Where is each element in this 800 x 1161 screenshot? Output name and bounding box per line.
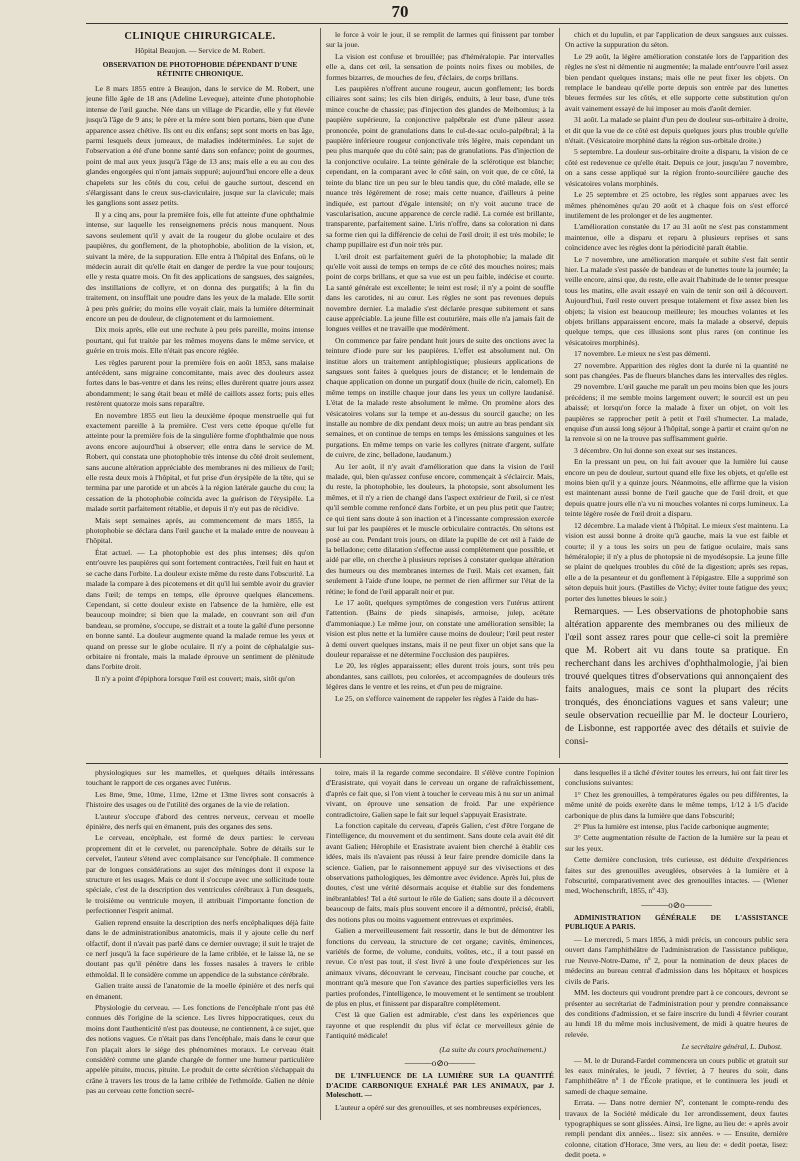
top-column-3 [565,30,788,760]
top-rule [86,23,788,24]
article-heading: DE L'INFLUENCE DE LA LUMIÈRE SUR LA QUANTITÉ D'ACIDE CARBONIQUE EXHALÉ PAR LES ANIMAUX, par J. Moleschott. — [326,1070,554,1100]
paragraph: On commence par faire pendant huit jours de suite des onctions avec la teinture d'iode pure sur les paupières. L'effet est absolument nul. On institue alors un traitement antiphlogistique; plusieurs applications de sangsues sont faites à quelques jours de distance; et le lendemain de chaque application on donne un purgatif doux (huile de ricin, calomel). En même temps on instille chaque jour dans les yeux un collyre laudanisé. L'état de la malade reste absolument le même. On promène alors des vésicatoires volans sur la tempe et au-dessus du sourcil gauche; on les installe au nombre de dix pendant deux mois; un autre au bras pendant six semaines, et on continue de temps en temps les émissions sanguines et les purgations. En même temps on varie les collyres (nitrate d'argent, sulfate de cuivre, de zinc, belladone, laudanum.) [326,335,554,460]
paragraph: Les règles parurent pour la première fois en août 1853, sans malaise antécédent, sans migraine concomitante, mais avec des douleurs assez fortes dans le bas-ventre et dans les reins; elles durèrent quatre jours assez abondamment; le sang était beau et mêlé de caillots assez forts; puis elles restèrent quatorze mois sans reparaître. [86,357,314,409]
signature: Le secrétaire général, L. Dubost. [681,1042,782,1052]
paragraph: 29 novembre. L'œil gauche me paraît un peu moins bien que les jours précédens; il me semble moins largement ouvert; le sourcil est un peu abaissé; et lorsqu'on force la malade à fixer un objet, on voit les paupières se rapprocher petit à petit et l'œil s'humecter. La malade, enquise d'un aussi long séjour à l'hôpital, songe à partir et craint qu'on ne la renvoie si on ne la trouve pas suffisamment guérie. [565,382,788,444]
paragraph: 17 novembre. Le mieux ne s'est pas démenti. [574,349,711,359]
paragraph: physiologiques sur les mamelles, et quelques détails intéressans touchant le rapport de ces organes avec l'utérus. [86,768,314,788]
ornament-separator: ———o⊘o——— [404,1057,476,1068]
paragraph: Les paupières n'offrent aucune rougeur, aucun gonflement; les bords ciliaires sont sains; les cils bien dirigés, enduits, à leur base, d'une très mince couche de chassie; pas d'injection des glandes de Meibomius; à la paupière supérieure, la conjonctive palpébrale est d'une pâleur assez prononcée, point de granulations dans le cul-de-sac oculo-palpébral; à la paupière inférieure rougeur conjonctivale très légère, mais cependant un peu plus marquée que du côté sain; pas de granulations. Pas d'injection de la conjonctive oculaire. La teinte générale de la sclérotique est blanche; cependant, en la comparant avec le côté sain, on voit que, de ce côté, la teinte du blanc tire un peu sur le bleu tandis que, du côté malade, elle se nuance très légèrement de rose; mais cette nuance, d'ailleurs à peine indiquée, est partout d'égale intensité; on n'y voit aucune trace de vascularisation, aucune apparence de cercle radié. La cornée est brillante, transparente, parfaitement saine. L'iris n'offre, dans sa coloration ni dans sa forme rien qui la différencie de celui de l'œil droit; il est très mobile; le champ pupillaire est d'un noir très pur. [326,84,554,250]
observation-title: OBSERVATION DE PHOTOPHOBIE DÉPENDANT D'UNE RÉTINITE CHRONIQUE. [102,59,298,79]
ornament-separator: ———o⊘o——— [641,899,712,910]
paragraph: Le 7 novembre, une amélioration marquée et subite s'est fait sentir hier. La malade s'est passée de bandeau et de lunettes toute la journée; la veille encore, ainsi que, du reste, elle avait l'habitude de le tenter presque tous les matins, elle avait essayé en vain de tenir son œil à découvert. Aujourd'hui, l'œil reste ouvert presque totalement et fixe assez bien les objets; la vision est beaucoup meilleure; les mouches volantes et les objets brillans apparaissent encore, mais la malade a observé, depuis quelque temps, que ces illusions sont plus rares (on continue les vésicatoires morphinés). [565,254,788,347]
paragraph: Mais sept semaines après, au commencement de mars 1855, la photophobie se déclara dans l'œil gauche et la malade entre de nouveau à l'hôpital. [86,515,314,546]
column-divider [559,768,560,1120]
paragraph: L'auteur s'occupe d'abord des centres nerveux, cerveau et moelle épinière, des nerfs qui en émanent, puis des organes des sens. [86,811,314,832]
top-column-2 [326,30,554,760]
paragraph: Le 25, on s'efforce vainement de rappeler les règles à l'aide du has- [335,693,539,703]
paragraph: 27 novembre. Apparition des règles dont la durée ni la quantité ne sont pas changées. Pas de flueurs blanches dans les intervalles des règles. [565,360,788,380]
paragraph: 31 août. La malade se plaint d'un peu de douleur sus-orbitaire à droite, et dit que la vue de ce côté est depuis quelques jours plus trouble qu'elle n'était. (Vésicatoire morphiné dans la région sus-orbitale droite.) [565,115,788,146]
paragraph: C'est là que Galien est admirable, c'est dans les expériences que rayonne et que resplendit du plus vif éclat ce merveilleux génie de l'antiquité médicale! [326,1010,554,1041]
paragraph: toire, mais il la regarde comme secondaire. Il s'élève contre l'opinion d'Erasistrate, qui voyait dans le cerveau un organe de rafraîchissement, d'après ce fait que, si l'on vient à toucher le cerveau mis à nu sur un animal vivant, on éprouve une sensation de froid. Par une expérience contradictoire, Galien sape le fait sur lequel s'appuyait Erasistrate. [326,768,554,819]
bottom-column-2 [326,768,554,1120]
paragraph: 3 décembre. On lui donne son exeat sur ses instances. [574,445,738,455]
top-column-1 [86,30,314,760]
paragraph: Le 29 août, la légère amélioration constatée lors de l'apparition des règles ne s'est ni démentie ni augmentée; la malade entr'ouvre l'œil assez bien pendant quelques instans; mais elle ne peut fixer les objets. On remplace le bandeau qu'elle porte depuis son entrée par des lunettes bleues fermées sur les côtés, et elle supporte cette substitution qu'on avait vainement essayé de lui imposer au mois d'août dernier. [565,51,788,113]
paragraph: Au 1er août, il n'y avait d'amélioration que dans la vision de l'œil malade, qui, bien qu'assez confuse encore, commençait à s'éclaircir. Mais, du reste, la photophobie, les douleurs, la photopsie, sont absolument les mêmes, et il n'y a rien de changé dans l'aspect extérieur de l'œil, si ce n'est qu'il semble comme renfoncé dans l'orbite, et un peu plus petit que l'autre; ce qui tient sans doute à son inaction et à l'incessante compression exercée sur lui par les paupières et le muscle orbiculaire contractés. On sétons est posé au cou. Pendant trois jours, on dilate la pupille de cet œil à l'aide de la belladone; cette dilatation s'effectue aussi complètement que possible, et aidé par elle, on cherche à plusieurs reprises à constater quelque altération des humeurs ou des membranes internes de l'œil. Mais cet examen, fait seulement à l'aide d'une loupe, ne permet de rien affirmer sur l'état de la rétine; le fond de l'œil apparaît noir et pur. [326,461,554,596]
page-number: 70 [391,2,409,21]
section-title: CLINIQUE CHIRURGICALE. [124,31,276,42]
paragraph: Il y a cinq ans, pour la première fois, elle fut atteinte d'une ophthalmie intense, sur laquelle les renseignemens précis nous manquent. Nous savons seulement qu'il y avait de la rougeur du globe oculaire et des paupières, du gonflement, de la photophobie, abolition de la vision, et, suivant la mère, de la suppuration. Elle entra à l'hôpital des Enfans, où le médecin aurait dit qu'elle était en danger de perdre la vue pour toujours; elle y resta quatre mois. On fit des applications de sangsues, des saignées, des instillations de collyre, et on donna des purgatifs; à la fin du traitement, on insufflait une poudre dans les yeux de la malade. Elle sortit à peu près guérie; du moins elle voyait clair, mais la lumière déterminait encore un peu de douleur, de clignotement et du larmoiement. [86,209,314,323]
paragraph: dans lesquelles il a tâché d'éviter toutes les erreurs, lui ont fait tirer les conclusions suivantes: [565,768,788,788]
paragraph: Le 8 mars 1855 entre à Beaujon, dans le service de M. Robert, une jeune fille âgée de 18 ans (Adeline Leveque), atteinte d'une photophobie intense de l'œil gauche. Née dans un village de Picardie, elle y fut élevée jusqu'à l'âge de 9 ans; le père et la mère sont bien portans, bien que d'une apparence assez chétive. Ils ont eu dix enfans; sept sont morts en bas âge, parmi lesquels deux jumeaux, de maladies indéterminées. Le sujet de l'observation a été d'une bonne santé dans son enfance; point de gourmes, point de mal aux yeux jusqu'à l'âge de 13 ans; mais elle a eu au cou des glandes engorgées qui n'ont jamais suppuré; aujourd'hui encore elle a deux chapelets sur les côtés du cou, celui de gauche surtout, descend en s'élargissant dans le creux sus-claviculaire, jusque sur la clavicule; mais les ganglions sont assez petits. [86,84,314,208]
paragraph: L'auteur a opéré sur des grenouilles, et ses nombreuses expériences, [335,1102,542,1112]
paragraph: État actuel. — La photophobie est des plus intenses; dès qu'on entr'ouvre les paupières qui sont fortement contractées, l'œil fuit en haut et se cache dans l'orbite. La douleur existe même du reste dans l'obscurité. La malade la compare à des picotemens et dit qu'il lui semble avoir du gravier dans l'œil; de temps en temps, elle éprouve quelques élancemens. Cependant, si cette douleur existe en l'absence de la lumière, elle est beaucoup moindre; si bien que la malade, en couvrant son œil d'un bandeau, se promène, s'occupe, se distrait et a toute la gaîté d'une personne en bonne santé. La douleur augmente quand la malade remue les yeux et quand on presse sur le globe oculaire. Il n'y a point de céphalalgie sus-orbitaire ni frontale, mais la malade éprouve un sentiment de plénitude dans l'orbite droit. [86,547,314,672]
paragraph: Le 17 août, quelques symptômes de congestion vers l'utérus attirent l'attention. (Bains de pieds sinapisés, armoise, julep, acétate d'ammoniaque.) Le même jour, on constate une amélioration sensible; la vision est plus nette et la lumière cause moins de douleur; l'œil peut rester à demi ouvert quelques instans, mais il ne peut fixer un objet sans que la douleur reparaisse et ne détermine l'occlusion des paupières. [326,597,554,659]
column-divider [320,28,321,758]
paragraph: Le 20, les règles apparaissent; elles durent trois jours, sont très peu abondantes, sans caillots, peu colorées, et accompagnées de douleurs très légères dans le ventre et les reins, et d'un peu de migraine. [326,661,554,692]
paragraph: La fonction capitale du cerveau, d'après Galien, c'est d'être l'organe de l'intelligence, du mouvement et du sentiment. Sans doute cela avait été dit avant Galien; Hérophile et Erasistrate avaient bien cherché à établir ces idées, mais ils n'avaient pas réussi à leur faire prendre domicile dans la science. Galien, par le raisonnement appuyé sur des vivisections et des observations pathologiques, les démontre avec évidence. Après lui, plus de doutes, c'est une vérité désormais acquise et établie sur des fondemens inébranlables! Tel a été surtout le rôle de Galien; sans doute il a découvert beaucoup de faits, mais plus souvent encore il a démontré, précisé, établi, des notions plus ou moins vaguement entrevues et exprimées. [326,821,554,924]
paragraph: En novembre 1855 eut lieu la deuxième époque menstruelle qui fut exactement pareille à la première. C'est vers cette époque qu'elle fut atteinte pour la première fois de la singulière forme d'ophthalmie que nous avons encore aujourd'hui à observer; elle entra dans le service de M. Robert, qui constata une photophobie très intense du côté droit seulement, sans aucune altération appréciable des membranes ni des milieux de l'œil; elle resta deux mois à l'hôpital, et fut prise d'un érysipèle de la tête, qui se termina par une parotide et un abcès à la région latérale gauche du cou; la cessation de la photophobie coïncida avec la guérison de l'érysipèle. La malade sortit parfaitement rétablie, et depuis il n'y eut pas de récidive. [86,410,314,514]
paragraph: L'amélioration constatée du 17 au 31 août ne s'est pas constamment maintenue, elle a disparu et reparu à plusieurs reprises et sans coïncidence avec les règles dont la périodicité paraît établie. [565,222,788,253]
admin-heading: ADMINISTRATION GÉNÉRALE DE L'ASSISTANCE PUBLIQUE A PARIS. [565,912,788,932]
paragraph: En la pressant un peu, on lui fait avouer que la lumière lui cause encore un peu de douleur, surtout quand elle fixe les objets, et qu'elle est moins bien qu'il y a quinze jours. Néanmoins, elle affirme que la vision est maintenant aussi bonne de l'œil gauche que de l'œil droit, et que depuis quatre jours elle n'a vu ni mouches volantes ni corps lumineux. La teinte légère rosée de l'œil droit a disparu. [565,457,789,519]
bottom-column-3 [565,768,788,1160]
hospital-line: Hôpital Beaujon. — Service de M. Robert. [134,46,266,56]
bottom-column-1 [86,768,314,1120]
paragraph: Le cerveau, encéphale, est formé de deux parties: le cerveau proprement dit et le cervelet, ou parencéphale. Sobre de détails sur le cervelet, l'auteur s'étend avec complaisance sur l'encéphale. Il commence par de longues considérations au sujet des méninges dont il expose la structure et les usages. Mais ce dont il s'occupe avec une sollicitude toute spéciale, c'est de la description des ventricules cérébraux à l'un desquels, le troisième ou ventricule moyen, il attribuait l'importante fonction de perfectionner l'esprit animal. [86,833,314,916]
middle-rule [86,763,788,764]
paragraph: — M. le dr Durand-Fardel commencera un cours public et gratuit sur les eaux minérales, le jeudi, 7 février, à 7 heures du soir, dans l'amphithéâtre nº 1 de l'École pratique, et le continuera les jeudi et samedi de chaque semaine. [565,1055,788,1096]
paragraph: MM. les docteurs qui voudront prendre part à ce concours, devront se présenter au secrétariat de l'administration pour y prendre connaissance des conditions d'admission, et se faire inscrire du lundi 4 février courant au lundi 18 du même mois inclusivement, de midi à quatre heures de relevée. [565,988,788,1039]
paragraph: Les 8me, 9me, 10me, 11me, 12me et 13me livres sont consacrés à l'histoire des usages ou de l'utilité des organes de la vie de relation. [86,789,314,810]
errata-paragraph: Errata. — Dans notre dernier Nº, contenant le compte-rendu des travaux de la Société médicale du 1er arrondissement, deux fautes typographiques se sont glissées. Ainsi, 1re ligne, au lieu de: « après avoir rempli pendant dix années... lisez: six années. » — Ensuite, dernière colonne, citation d'Horace, 3me vers, au lieu de: « dedit poetæ, lisez: dedit poeta. » [565,1098,788,1160]
paragraph: L'œil droit est parfaitement guéri de la photophobie; la malade dit qu'elle voit aussi de temps en temps de ce côté des mouches noires; mais point de corps brillans, et que sa vue est un peu faible, indécise et courte. La santé générale est excellente; le teint est rosé; il n'y a point de souffle dans les carotides, ni au cœur. Les règles ne sont pas revenues depuis novembre dernier. La maladie s'est déclarée presque subitement et sans cause appréciable. La jeune fille est couturière, mais elle n'a jamais fait de longues veilles et ne travaille que modérément. [326,251,554,334]
paragraph: Il n'y a point d'épiphora lorsque l'œil est couvert; mais, sitôt qu'on [95,673,295,683]
continued-note: (La suite du cours prochainement.) [439,1044,546,1054]
paragraph: Galien traite aussi de l'anatomie de la moelle épinière et des nerfs qui en émanent. [86,981,314,1001]
conclusion-item: 1° Chez les grenouilles, à températures égales ou peu différentes, la même unité de poids exerète dans le même temps, 1/12 à 1/5 d'acide carbonique de plus dans la lumière que dans l'obscurité; [565,789,788,820]
paragraph: Dix mois après, elle eut une rechute à peu près pareille, moins intense pourtant, qui fut traitée par les mêmes moyens dans le même service, et guérie en trois mois. Elle n'était pas encore réglée. [86,325,314,356]
paragraph: le force à voir le jour, il se remplit de larmes qui finissent par tomber sur la joue. [326,30,554,50]
paragraph: Galien reprend ensuite la description des nerfs encéphaliques déjà faite dans le de administrationibus anatomicis, mais il y ajoute celle du nerf olfactif, dont il n'avait pas parlé dans ce dernier ouvrage; il suit le trajet de ce nerf jusqu'à la face supérieure de la lame criblée, et le laisse là, ne se doutant pas qu'il pénètre dans les fosses nasales à travers le crible ethmoïdal. Il le considère comme un appendice de la substance cérébrale. [86,917,314,979]
conclusion-item: 3° Cette augmentation résulte de l'action de la lumière sur la peau et sur les yeux. [565,833,788,853]
paragraph: 12 décembre. La malade vient à l'hôpital. Le mieux s'est maintenu. La vision est aussi bonne à droite qu'à gauche, mais la vue est faible et courte; il y a tous les soirs un peu de fatigue oculaire, mais sans héméralopie; il n'y a plus de photopsie ni de myodésopsie. La jeune fille se plaint de quelques troubles du côté de la digestion; après ses repas, elle a de la pesanteur et du gonflement à l'épigastre. Elle a supprimé son séton depuis huit jours. (Pastilles de Vichy; éviter toute fatigue des yeux; porter des lunettes bleues le soir.) [565,520,788,603]
remarks-paragraph: Remarques. — Les observations de photophobie sans altération apparente des membranes ou des milieux de l'œil sont assez rares pour que celle-ci soit la première que M. Robert ait vu dans toute sa pratique. En recherchant dans les archives d'ophthalmologie, j'ai bien trouvé quelques titres d'observations qui annonçaient des faits analogues, mais ce sont la plupart des récits tronqués, des énonciations vagues et sans valeur; une seule observation recueillie par M. le docteur Louriero, de Lisbonne, est rapportée avec des détails et suivie de consi- [565,605,788,747]
paragraph: 5 septembre. La douleur sus-orbitaire droite a disparu, la vision de ce côté est redevenue ce qu'elle était. Depuis ce jour, jusqu'au 7 novembre, on a sans cesse appliqué sur la région fronto-sourcilière gauche des vésicatoires volans morphinés. [565,147,788,188]
paragraph: Le 25 septembre et 25 octobre, les règles sont apparues avec les mêmes phénomènes qu'au 20 août et à chaque fois on s'est efforcé inutilement de les prolonger et de les augmenter. [565,190,788,220]
paragraph: — Le mercredi, 5 mars 1856, à midi précis, un concours public sera ouvert dans l'amphithéâtre de l'administration de l'assistance publique, rue Neuve-Notre-Dame, nº 2, pour la nomination de deux places de médecins au bureau central d'admission dans les hôpitaux et hospices civils de Paris. [565,935,788,986]
paragraph: La vision est confuse et brouillée; pas d'héméralopie. Par intervalles elle a, dans cet œil, la sensation de points noirs fixes ou mobiles, de formes bizarres, de mouches de feu, d'éclairs, de corps brillans. [326,51,554,82]
conclusion-item: 2° Plus la lumière est intense, plus l'acide carbonique augmente; [574,822,770,832]
paragraph: Galien a merveilleusement fait ressortir, dans le but de démontrer les fonctions du cerveau, la structure de cet organe; cavités, éminences, variétés de forme, de volume, conduits, voûtes, etc., il a tout passé en revue. Ce n'est pas tout, il s'est livré à une foule d'expériences sur les animaux vivans, découvrant le cerveau, l'incisant couche par couche, et montrant qu'à mesure que l'on s'avance des parties superficielles vers les parties profondes, l'intelligence, le mouvement et le sentiment se troublent de plus en plus, et finissent par disparaître complètement. [326,926,554,1008]
column-divider [559,28,560,758]
column-divider [320,768,321,1120]
paragraph: Physiologie du cerveau. — Les fonctions de l'encéphale n'ont pas été connues dès l'origine de la science. Les livres hippocratiques, ceux du moins dont l'authenticité n'est pas douteuse, ne contiennent, à ce sujet, que des notions vagues. Ce n'était pas dans l'encéphale, mais dans le cœur que l'on plaçait alors le siége des phénomènes moraux. Le cerveau était considéré comme une glande chargée de former une humeur particulière appelée pituite, mucus, pituite. Le produit de cette sécrétion s'échappait du crâne à travers les trous de la lame criblée de l'ethmoïde. Galien ne dénie pas au cerveau cette fonction secré- [86,1002,314,1096]
paragraph: Cette dernière conclusion, très curieuse, est déduite d'expériences faites sur des grenouilles aveuglées, observées à la lumière et à l'obscurité, comparativement avec des grenouilles intactes. — (Wiener med, Wochenschrift, 1855, nº 43). [565,855,788,896]
paragraph: chich et du lupulin, et par l'application de deux sangsues aux cuisses. On active la suppuration du séton. [565,30,788,50]
